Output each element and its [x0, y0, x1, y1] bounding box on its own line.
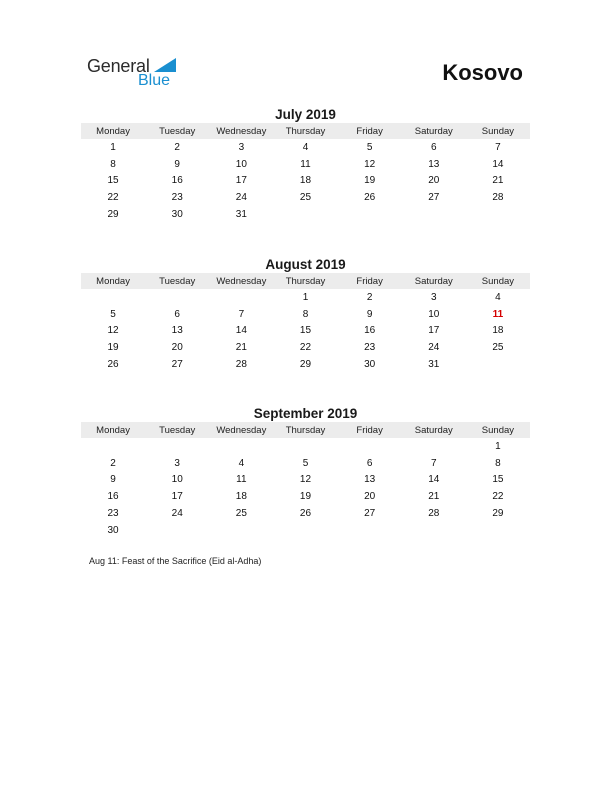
day-cell: 17 [235, 175, 247, 187]
week-row [81, 306, 530, 323]
day-cell: 6 [430, 141, 437, 153]
day-cell: 13 [428, 158, 440, 170]
day-cell: 19 [364, 175, 376, 187]
logo-text-general: General [87, 56, 150, 76]
day-cell: 20 [364, 491, 376, 503]
month-title: August 2019 [265, 257, 346, 272]
day-cell: 18 [299, 175, 312, 187]
weekday-label: Thursday [285, 275, 326, 287]
weekday-label: Monday [96, 424, 130, 436]
week-row [81, 289, 530, 306]
day-cell: 31 [428, 359, 440, 371]
day-cell: 2 [366, 291, 373, 303]
day-cell: 16 [107, 491, 119, 503]
day-cell: 8 [110, 158, 116, 170]
weekday-label: Monday [96, 275, 130, 287]
day-cell: 10 [428, 308, 440, 320]
day-cell: 7 [238, 308, 245, 320]
month-calendar-july [81, 106, 530, 223]
day-cell: 3 [430, 291, 437, 303]
day-cell: 9 [174, 158, 180, 170]
week-row [81, 206, 530, 223]
day-cell: 17 [428, 325, 440, 337]
day-cell: 12 [364, 158, 376, 170]
day-cell: 3 [238, 141, 245, 153]
day-cell: 23 [171, 192, 183, 204]
day-cell: 24 [428, 342, 440, 354]
day-cell: 20 [428, 175, 440, 187]
week-row [81, 505, 530, 522]
day-cell: 19 [107, 342, 119, 354]
weekday-label: Sunday [481, 275, 515, 287]
day-cell: 8 [495, 457, 501, 469]
day-cell: 5 [366, 141, 373, 153]
day-cell: 28 [235, 359, 247, 371]
weekday-label: Thursday [285, 125, 326, 137]
weekday-label: Monday [96, 125, 130, 137]
week-row [81, 522, 530, 539]
day-cell: 18 [235, 491, 247, 503]
day-cell: 12 [299, 474, 312, 486]
week-row [81, 156, 530, 173]
weekday-label: Wednesday [216, 275, 267, 287]
day-cell: 3 [174, 457, 180, 469]
day-cell: 21 [428, 491, 440, 503]
day-cell: 15 [492, 474, 504, 486]
weekday-label: Friday [356, 125, 383, 137]
week-row [81, 189, 530, 206]
day-cell: 21 [492, 175, 504, 187]
day-cell: 22 [492, 491, 504, 503]
day-cell: 4 [495, 291, 501, 303]
day-cell: 9 [110, 474, 116, 486]
day-cell: 15 [107, 175, 119, 187]
day-cell: 6 [174, 308, 180, 320]
holiday-day-cell: 11 [492, 308, 504, 320]
day-cell: 13 [364, 474, 376, 486]
day-cell: 1 [302, 291, 309, 303]
weekday-label: Tuesday [159, 125, 196, 137]
weekday-label: Sunday [481, 125, 515, 137]
day-cell: 29 [492, 508, 504, 520]
day-cell: 24 [235, 192, 247, 204]
week-row [81, 455, 530, 472]
day-cell: 24 [171, 508, 183, 520]
country-title: Kosovo [442, 60, 523, 85]
weekday-label: Friday [356, 424, 383, 436]
day-cell: 26 [299, 508, 312, 520]
day-cell: 30 [107, 524, 119, 536]
day-cell: 7 [495, 141, 501, 153]
day-cell: 11 [236, 474, 247, 486]
brand-logo [87, 56, 187, 92]
day-cell: 6 [366, 457, 373, 469]
day-cell: 30 [171, 209, 183, 221]
month-title: July 2019 [275, 107, 336, 122]
week-row [81, 339, 530, 356]
day-cell: 23 [107, 508, 119, 520]
day-cell: 27 [364, 508, 376, 520]
day-cell: 27 [171, 359, 183, 371]
weekday-label: Wednesday [216, 125, 267, 137]
day-cell: 8 [302, 308, 309, 320]
day-cell: 12 [107, 325, 119, 337]
weekday-label: Friday [356, 275, 383, 287]
day-cell: 17 [171, 491, 183, 503]
weekday-label: Saturday [414, 424, 453, 436]
day-cell: 5 [302, 457, 309, 469]
day-cell: 21 [235, 342, 247, 354]
day-cell: 15 [299, 325, 312, 337]
day-cell: 4 [302, 141, 309, 153]
holiday-note: Aug 11: Feast of the Sacrifice (Eid al-Adha) [89, 556, 262, 566]
day-cell: 28 [492, 192, 504, 204]
day-cell: 31 [235, 209, 247, 221]
week-row [81, 323, 530, 340]
weekday-label: Saturday [414, 275, 453, 287]
weekday-header-row [81, 123, 530, 139]
day-cell: 30 [364, 359, 376, 371]
day-cell: 19 [299, 491, 312, 503]
week-row [81, 472, 530, 489]
day-cell: 5 [110, 308, 116, 320]
day-cell: 7 [430, 457, 437, 469]
day-cell: 23 [364, 342, 376, 354]
day-cell: 28 [428, 508, 440, 520]
day-cell: 20 [171, 342, 183, 354]
day-cell: 29 [299, 359, 312, 371]
day-cell: 27 [428, 192, 440, 204]
day-cell: 25 [235, 508, 247, 520]
day-cell: 18 [492, 325, 504, 337]
day-cell: 2 [110, 457, 116, 469]
day-cell: 26 [107, 359, 119, 371]
day-cell: 14 [235, 325, 247, 337]
day-cell: 13 [171, 325, 183, 337]
week-row [81, 356, 530, 373]
month-calendar-august [81, 256, 530, 373]
day-cell: 25 [299, 192, 312, 204]
month-title: September 2019 [253, 406, 358, 421]
weekday-label: Tuesday [159, 424, 196, 436]
day-cell: 14 [428, 474, 440, 486]
day-cell: 2 [174, 141, 180, 153]
week-row [81, 488, 530, 505]
day-cell: 10 [235, 158, 247, 170]
weekday-label: Wednesday [216, 424, 267, 436]
weekday-label: Tuesday [159, 275, 196, 287]
day-cell: 26 [364, 192, 376, 204]
day-cell: 22 [299, 342, 312, 354]
weekday-label: Thursday [285, 424, 326, 436]
day-cell: 25 [492, 342, 504, 354]
week-row [81, 139, 530, 156]
week-row [81, 173, 530, 190]
month-calendar-september [81, 405, 530, 539]
day-cell: 22 [107, 192, 119, 204]
weekday-header-row [81, 422, 530, 438]
day-cell: 1 [110, 141, 116, 153]
logo-triangle-icon [154, 58, 176, 72]
day-cell: 14 [492, 158, 504, 170]
weekday-header-row [81, 273, 530, 289]
day-cell: 16 [364, 325, 376, 337]
day-cell: 16 [171, 175, 183, 187]
weekday-label: Sunday [481, 424, 515, 436]
day-cell: 1 [495, 440, 501, 452]
week-row [81, 438, 530, 455]
day-cell: 10 [171, 474, 183, 486]
day-cell: 11 [300, 158, 311, 170]
day-cell: 4 [238, 457, 245, 469]
day-cell: 9 [366, 308, 373, 320]
weekday-label: Saturday [414, 125, 453, 137]
day-cell: 29 [107, 209, 119, 221]
logo-text-blue: Blue [138, 72, 171, 89]
